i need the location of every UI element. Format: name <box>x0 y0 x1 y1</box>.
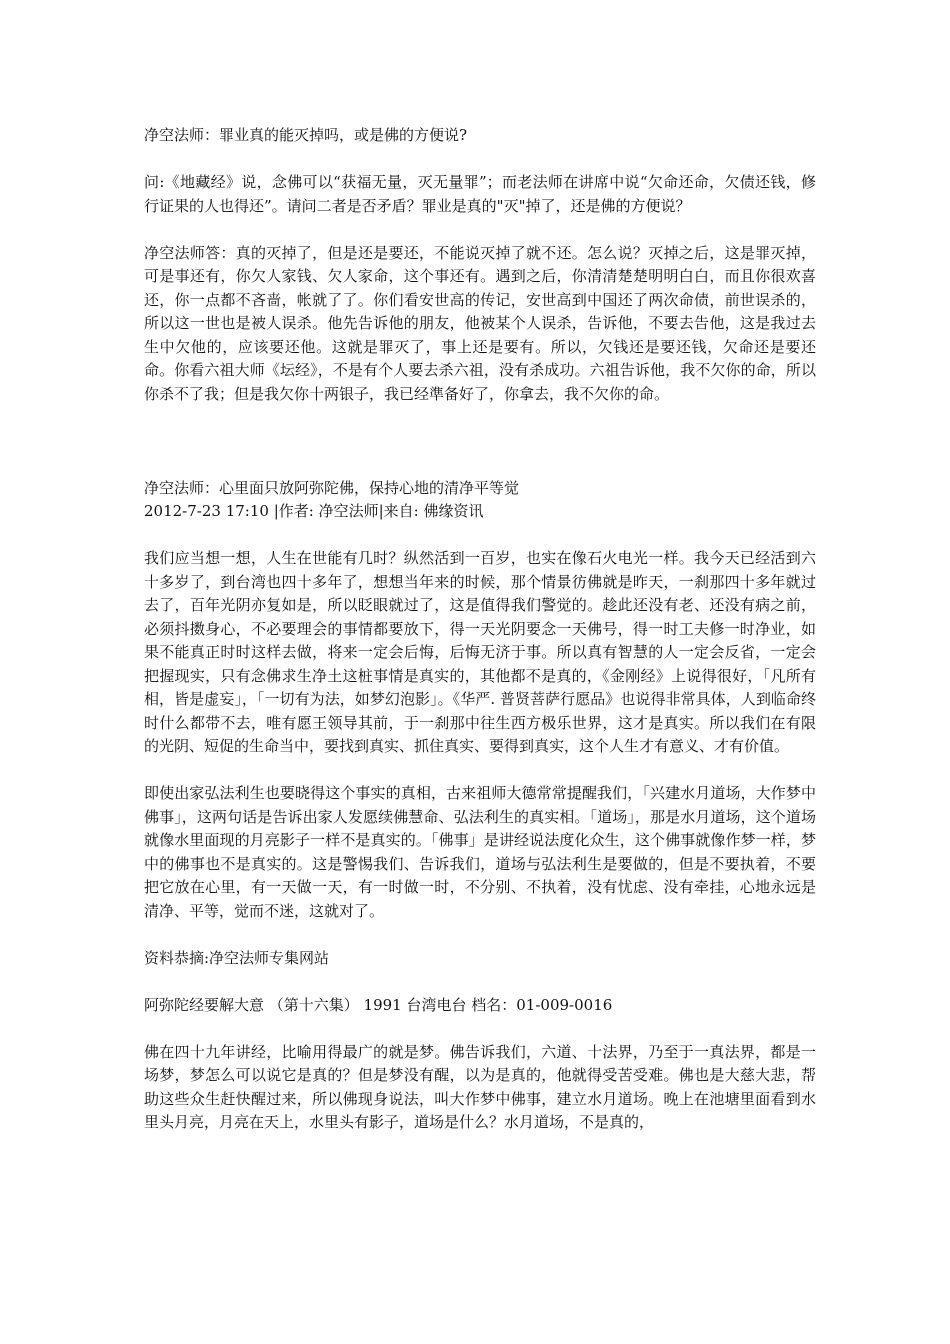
spacer <box>144 406 816 453</box>
spacer <box>144 1017 816 1041</box>
section2-meta: 2012-7-23 17:10 |作者: 净空法师|来自: 佛缘资讯 <box>144 502 484 520</box>
section2-paragraph-1: 我们应当想一想，人生在世能有几时？纵然活到一百岁，也实在像石火电光一样。我今天已经活到六十多岁了，到台湾也四十多年了，想想当年来的时候，那个情景彷佛就是昨天，一刹那四十多年就过去了，百年光阴亦复如是，所以眨眼就过了，这是值得我们警觉的。趁此还没有老、还没有病之前，必须抖擞身心，不必要理会的事情都要放下，得一天光阴要念一天佛号，得一时工夫修一时净业，如果不能真正时时这样去做，将来一定会后悔，后悔无济于事。所以真有智慧的人一定会反省，一定会把握现实，只有念佛求生净土这桩事情是真实的，其他都不是真的，《金刚经》上说得很好，「凡所有相，皆是虚妄」，「一切有为法，如梦幻泡影」。《华严. 普贤菩萨行愿品》也说得非常具体，人到临命终时什么都带不去，唯有愿王领导其前，于一刹那中往生西方极乐世界，这才是真实。所以我们在有限的光阴、短促的生命当中，要找到真实、抓住真实、要得到真实，这个人生才有意义、才有价值。 <box>144 549 816 755</box>
spacer <box>144 453 816 477</box>
section2-paragraph-2: 即使出家弘法利生也要晓得这个事实的真相，古来祖师大德常常提醒我们，「兴建水月道场，大作梦中佛事」，这两句话是告诉出家人发愿续佛慧命、弘法利生的真实相。「道场」，那是水月道场，这个道场就像水里面现的月亮影子一样不是真实的。「佛事」是讲经说法度化众生，这个佛事就像作梦一样，梦中的佛事也不是真实的。这是警惕我们、告诉我们，道场与弘法利生是要做的，但是不要执着，不要把它放在心里，有一天做一天，有一时做一时，不分别、不执着，没有忧虑、没有牵挂，心地永远是清净、平等，觉而不迷，这就对了。 <box>144 784 816 920</box>
section2-title: 净空法师：心里面只放阿弥陀佛，保持心地的清净平等觉 <box>144 478 520 497</box>
section2-source: 资料恭摘:净空法师专集网站 <box>144 948 330 967</box>
spacer <box>144 524 816 548</box>
section3-paragraph-1: 佛在四十九年讲经，比喻用得最广的就是梦。佛告诉我们，六道、十法界，乃至于一真法界，都是一场梦，梦怎么可以说它是真的？但是梦没有醒，以为是真的，他就得受苦受难。佛也是大慈大悲，帮助这些众生赶快醒过来，所以佛现身说法，叫大作梦中佛事，建立水月道场。晚上在池塘里面看到水里头月亮，月亮在天上，水里头有影子，道场是什么？水月道场，不是真的， <box>144 1042 816 1131</box>
spacer <box>144 218 816 242</box>
section3-title: 阿弥陀经要解大意 （第十六集） 1991 台湾电台 档名：01-009-0016 <box>144 995 613 1014</box>
section1-answer: 净空法师答：真的灭掉了，但是还是要还，不能说灭掉了就不还。怎么说？灭掉之后，这是罪灭掉，可是事还有，你欠人家钱、欠人家命，这个事还有。遇到之后，你清清楚楚明明白白，而且你很欢喜还，你一点都不吝啬，帐就了了。你们看安世高的传记，安世高到中国还了两次命债，前世误杀的，所以这一世也是被人误杀。他先告诉他的朋友，他被某个人误杀，告诉他，不要去告他，这是我过去生中欠他的，应该要还他。这就是罪灭了，事上还是要有。所以，欠钱还是要还钱，欠命还是要还命。你看六祖大师《坛经》，不是有个人要去杀六祖，没有杀成功。六祖告诉他，我不欠你的命，所以你杀不了我；但是我欠你十两银子，我已经準备好了，你拿去，我不欠你的命。 <box>144 243 816 403</box>
spacer <box>144 923 816 947</box>
spacer <box>144 970 816 994</box>
section1-title: 净空法师：罪业真的能灭掉吗，或是佛的方便说? <box>144 126 468 144</box>
spacer <box>144 759 816 783</box>
section1-question: 问:《地藏经》说，念佛可以“获福无量，灭无量罪”；而老法师在讲席中说“欠命还命，欠债还钱，修行证果的人也得还”。请问二者是否矛盾？罪业是真的"灭"掉了，还是佛的方便说？ <box>144 173 816 215</box>
spacer <box>144 148 816 172</box>
document-page <box>144 124 816 1135</box>
